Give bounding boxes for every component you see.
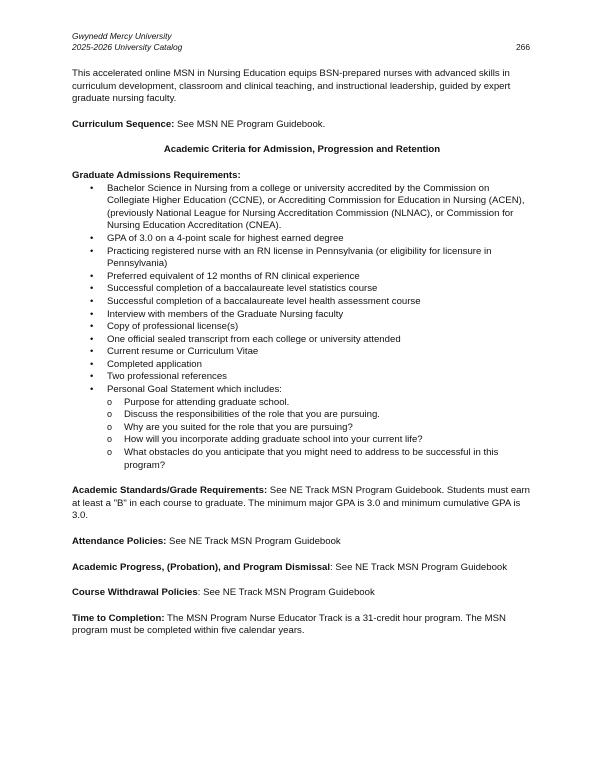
curriculum-text: See MSN NE Program Guidebook. xyxy=(174,118,326,130)
standards-text: See NE Track MSN Program Guidebook. Students must earn at least a "B" in each course to graduate. The minimum major GPA is 3.0 and minimum cumulative GPA is 3.0. xyxy=(72,485,531,522)
sub-list-item: o Why are you suited for the role that you are pursuing? xyxy=(107,422,532,435)
withdrawal-label: Course Withdrawal Policies xyxy=(72,587,198,599)
list-item: • Interview with members of the Graduate Nursing faculty xyxy=(72,309,532,322)
list-item: • GPA of 3.0 on a 4-point scale for highest earned degree xyxy=(72,233,532,246)
page-header xyxy=(72,31,530,53)
completion-label: Time to Completion: xyxy=(72,612,165,624)
withdrawal-policies xyxy=(72,587,532,600)
catalog-title: 2025-2026 University Catalog xyxy=(72,42,183,52)
page-content xyxy=(72,68,532,651)
progress-text: : See NE Track MSN Program Guidebook xyxy=(330,561,508,573)
intro-paragraph: This accelerated online MSN in Nursing Education equips BSN-prepared nurses with advanced skills in curriculum development, classroom and clinical teaching, and instructional leadership, guided by expert graduate nursing faculty. xyxy=(72,68,511,105)
page-number: 266 xyxy=(516,42,530,52)
curriculum-sequence xyxy=(72,119,532,132)
academic-standards xyxy=(72,485,532,523)
progress-label: Academic Progress, (Probation), and Program Dismissal xyxy=(72,561,331,573)
list-item: • Successful completion of a baccalaureate level health assessment course xyxy=(72,296,532,309)
goal-statement-sublist xyxy=(107,397,532,473)
university-name: Gwynedd Mercy University xyxy=(72,31,172,41)
standards-label: Academic Standards/Grade Requirements: xyxy=(72,485,268,497)
list-item: • Two professional references xyxy=(72,371,532,384)
list-item: • One official sealed transcript from each college or university attended xyxy=(72,334,532,347)
goal-statement-item: • Personal Goal Statement which includes: o Purpose for attending graduate school. o Discuss the responsibilities of the role that you are pursuing. o Why are you suited for the role that you are pursuing? o How will you incorporate adding graduate school into your current life? o What obstacles do you anticipate that you might need to address to be successful in this program? xyxy=(72,384,532,472)
list-item: • Practicing registered nurse with an RN license in Pennsylvania (or eligibility for licensure in Pennsylvania) xyxy=(72,246,532,271)
list-item: • Successful completion of a baccalaureate level statistics course xyxy=(72,283,532,296)
list-item: • Copy of professional license(s) xyxy=(72,321,532,334)
list-item: • Bachelor Science in Nursing from a college or university accredited by the Commission on Collegiate Higher Education (CCNE), or Accrediting Commission for Education in Nursing (ACEN), (previously National League for Nursing Accreditation Commission (NLNAC), or Commission for Nursing Education Accreditation (CNEA). xyxy=(72,183,532,233)
sub-list-item: o Purpose for attending graduate school. xyxy=(107,397,532,410)
attendance-text: See NE Track MSN Program Guidebook xyxy=(166,536,341,547)
list-item: • Preferred equivalent of 12 months of RN clinical experience xyxy=(72,271,532,284)
completion-text: The MSN Program Nurse Educator Track is a 31-credit hour program. The MSN program must be completed within five calendar years. xyxy=(72,612,506,637)
academic-progress xyxy=(72,562,532,575)
list-item: • Current resume or Curriculum Vitae xyxy=(72,346,532,359)
curriculum-label: Curriculum Sequence: xyxy=(72,118,175,130)
section-heading: Academic Criteria for Admission, Progression and Retention xyxy=(163,144,441,156)
sub-list-item: o What obstacles do you anticipate that you might need to address to be successful in this program? xyxy=(107,447,532,472)
attendance-label: Attendance Policies: xyxy=(72,536,167,547)
withdrawal-text: : See NE Track MSN Program Guidebook xyxy=(197,587,375,599)
attendance-policies xyxy=(72,536,532,549)
time-to-completion xyxy=(72,613,532,638)
sub-list-item: o Discuss the responsibilities of the role that you are pursuing. xyxy=(107,409,532,422)
admissions-heading: Graduate Admissions Requirements: xyxy=(72,169,241,181)
sub-list-item: o How will you incorporate adding graduate school into your current life? xyxy=(107,434,532,447)
admissions-list xyxy=(72,183,532,473)
list-item: • Completed application xyxy=(72,359,532,372)
